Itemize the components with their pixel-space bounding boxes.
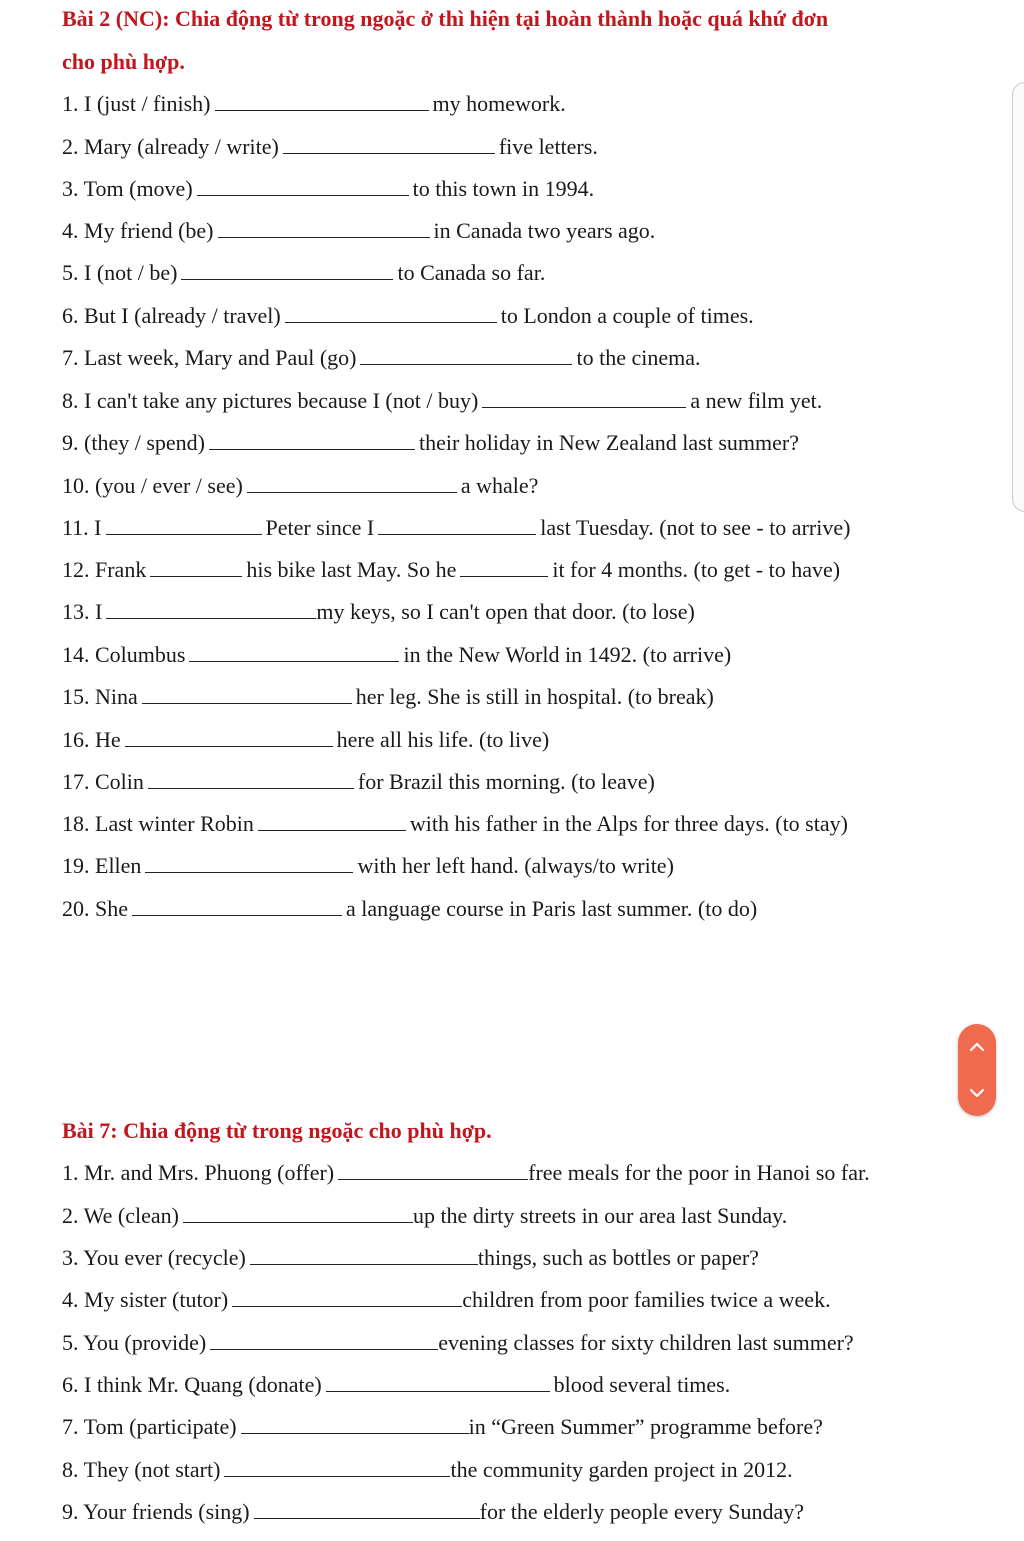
answer-blank[interactable] bbox=[181, 261, 393, 280]
answer-blank[interactable] bbox=[250, 1246, 478, 1265]
exercise-item: 19. Ellen with her left hand. (always/to write) bbox=[62, 853, 674, 878]
exercise-item: 4. My sister (tutor) children from poor families twice a week. bbox=[62, 1287, 831, 1312]
section1-title-line1: Bài 2 (NC): Chia động từ trong ngoặc ở thì hiện tại hoàn thành hoặc quá khứ đơn bbox=[62, 6, 829, 31]
chevron-up-icon bbox=[969, 1042, 985, 1052]
chevron-down-icon bbox=[969, 1088, 985, 1098]
exercise-item: 4. My friend (be) in Canada two years ago. bbox=[62, 218, 656, 243]
exercise-item: 2. Mary (already / write) five letters. bbox=[62, 134, 598, 159]
exercise-item: 16. He here all his life. (to live) bbox=[62, 727, 550, 752]
page-nav-control bbox=[958, 1024, 996, 1116]
exercise-item: 18. Last winter Robin with his father in the Alps for three days. (to stay) bbox=[62, 811, 848, 836]
answer-blank[interactable] bbox=[209, 431, 415, 450]
exercise-item: 20. She a language course in Paris last summer. (to do) bbox=[62, 896, 758, 921]
answer-blank[interactable] bbox=[106, 600, 316, 619]
answer-blank[interactable] bbox=[224, 1458, 450, 1477]
answer-blank[interactable] bbox=[241, 1415, 469, 1434]
exercise-item: 1. I (just / finish) my homework. bbox=[62, 91, 566, 116]
exercise-item: 3. Tom (move) to this town in 1994. bbox=[62, 176, 595, 201]
exercise-item: 17. Colin for Brazil this morning. (to leave) bbox=[62, 769, 655, 794]
answer-blank[interactable] bbox=[150, 558, 242, 577]
section1-title-line2: cho phù hợp. bbox=[62, 49, 185, 74]
answer-blank[interactable] bbox=[232, 1288, 462, 1307]
exercise-item: 15. Nina her leg. She is still in hospital. (to break) bbox=[62, 684, 714, 709]
exercise-item: 1. Mr. and Mrs. Phuong (offer) free meals for the poor in Hanoi so far. bbox=[62, 1160, 870, 1185]
answer-blank[interactable] bbox=[254, 1500, 480, 1519]
exercise-item: 10. (you / ever / see) a whale? bbox=[62, 473, 539, 498]
exercise-item: 9. (they / spend) their holiday in New Zealand last summer? bbox=[62, 430, 799, 455]
exercise-item: 6. I think Mr. Quang (donate) blood several times. bbox=[62, 1372, 731, 1397]
exercise-item: 13. I my keys, so I can't open that door. (to lose) bbox=[62, 599, 695, 624]
side-panel-handle[interactable] bbox=[1012, 82, 1024, 512]
answer-blank[interactable] bbox=[338, 1161, 528, 1180]
answer-blank[interactable] bbox=[125, 728, 333, 747]
answer-blank[interactable] bbox=[360, 346, 572, 365]
exercise-item: 2. We (clean) up the dirty streets in our area last Sunday. bbox=[62, 1203, 788, 1228]
answer-blank[interactable] bbox=[106, 516, 262, 535]
exercise-item: 7. Tom (participate) in “Green Summer” programme before? bbox=[62, 1414, 823, 1439]
exercise-item: 14. Columbus in the New World in 1492. (to arrive) bbox=[62, 642, 732, 667]
answer-blank[interactable] bbox=[189, 643, 399, 662]
answer-blank[interactable] bbox=[218, 219, 430, 238]
exercise-item: 11. I Peter since I last Tuesday. (not to see - to arrive) bbox=[62, 515, 851, 540]
section2-title: Bài 7: Chia động từ trong ngoặc cho phù hợp. bbox=[62, 1118, 492, 1143]
exercise-item: 5. I (not / be) to Canada so far. bbox=[62, 260, 546, 285]
answer-blank[interactable] bbox=[283, 135, 495, 154]
answer-blank[interactable] bbox=[210, 1331, 438, 1350]
answer-blank[interactable] bbox=[378, 516, 536, 535]
answer-blank[interactable] bbox=[285, 304, 497, 323]
exercise-item: 9. Your friends (sing) for the elderly people every Sunday? bbox=[62, 1499, 804, 1524]
answer-blank[interactable] bbox=[258, 812, 406, 831]
answer-blank[interactable] bbox=[132, 897, 342, 916]
answer-blank[interactable] bbox=[326, 1373, 550, 1392]
answer-blank[interactable] bbox=[460, 558, 548, 577]
answer-blank[interactable] bbox=[197, 177, 409, 196]
exercise-item: 3. You ever (recycle) things, such as bottles or paper? bbox=[62, 1245, 759, 1270]
exercise-item: 8. They (not start) the community garden project in 2012. bbox=[62, 1457, 793, 1482]
answer-blank[interactable] bbox=[183, 1204, 413, 1223]
answer-blank[interactable] bbox=[145, 854, 353, 873]
answer-blank[interactable] bbox=[247, 474, 457, 493]
answer-blank[interactable] bbox=[482, 389, 686, 408]
scroll-up-button[interactable] bbox=[958, 1024, 996, 1070]
exercise-item: 12. Frank his bike last May. So he it for 4 months. (to get - to have) bbox=[62, 557, 841, 582]
answer-blank[interactable] bbox=[148, 770, 354, 789]
scroll-down-button[interactable] bbox=[958, 1070, 996, 1116]
exercise-item: 8. I can't take any pictures because I (not / buy) a new film yet. bbox=[62, 388, 823, 413]
exercise-item: 5. You (provide) evening classes for sixty children last summer? bbox=[62, 1330, 854, 1355]
exercise-item: 7. Last week, Mary and Paul (go) to the cinema. bbox=[62, 345, 701, 370]
exercise-item: 6. But I (already / travel) to London a couple of times. bbox=[62, 303, 754, 328]
answer-blank[interactable] bbox=[142, 685, 352, 704]
answer-blank[interactable] bbox=[215, 92, 429, 111]
